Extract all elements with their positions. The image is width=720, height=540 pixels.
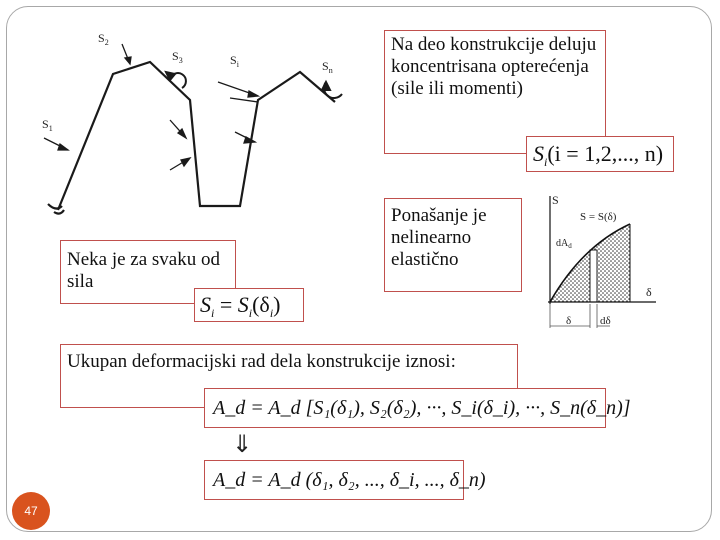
svg-text:Si: $S_i$ [230, 53, 239, 69]
force-function-formula: $S_i = S_i(\delta_i)$ [194, 288, 304, 322]
x-axis-label: δ [646, 285, 652, 299]
area-label: $dA_d$ [556, 238, 572, 250]
structure-polyline [58, 62, 335, 210]
concentrated-loads-box: Na deo konstrukcije deluju koncentrisana opterećenja (sile ili momenti) [384, 30, 606, 154]
structure-diagram [30, 20, 370, 240]
dim-ddelta: dδ [600, 315, 611, 327]
implies-arrow-icon: ⇓ [232, 430, 253, 458]
svg-text:S2: $S_2$ [98, 31, 109, 47]
svg-text:Sn: $S_n$ [322, 59, 333, 75]
left-support [48, 204, 64, 214]
page-number-badge: 47 [12, 492, 50, 530]
work-displacements-formula: A_d = A_d (δ₁, δ₂, ..., δ_i, ..., δ_n) [204, 460, 464, 500]
nonlinear-box: Ponašanje je nelinearno elastično [384, 198, 522, 292]
curve-label: S = S(δ) [580, 211, 617, 223]
svg-text:S3: $S_3$ [172, 49, 183, 65]
dim-delta: δ [566, 315, 572, 327]
total-work-box: Ukupan deformacijski rad dela konstrukcije iznosi: [60, 344, 518, 408]
force-displacement-graph [540, 186, 668, 334]
index-set-formula: $S_i(i = 1,2$,..., n) [526, 136, 674, 172]
each-force-box: Neka je za svaku od sila [60, 240, 236, 304]
svg-text:S1: $S_1$ [42, 117, 53, 133]
work-forces-formula: A_d = A_d [S₁(δ₁), S₂(δ₂), ···, S_i(δ_i), ···, S_n(δ_n)] [204, 388, 606, 428]
y-axis-label: S [552, 193, 559, 207]
strip-dA [590, 250, 597, 302]
